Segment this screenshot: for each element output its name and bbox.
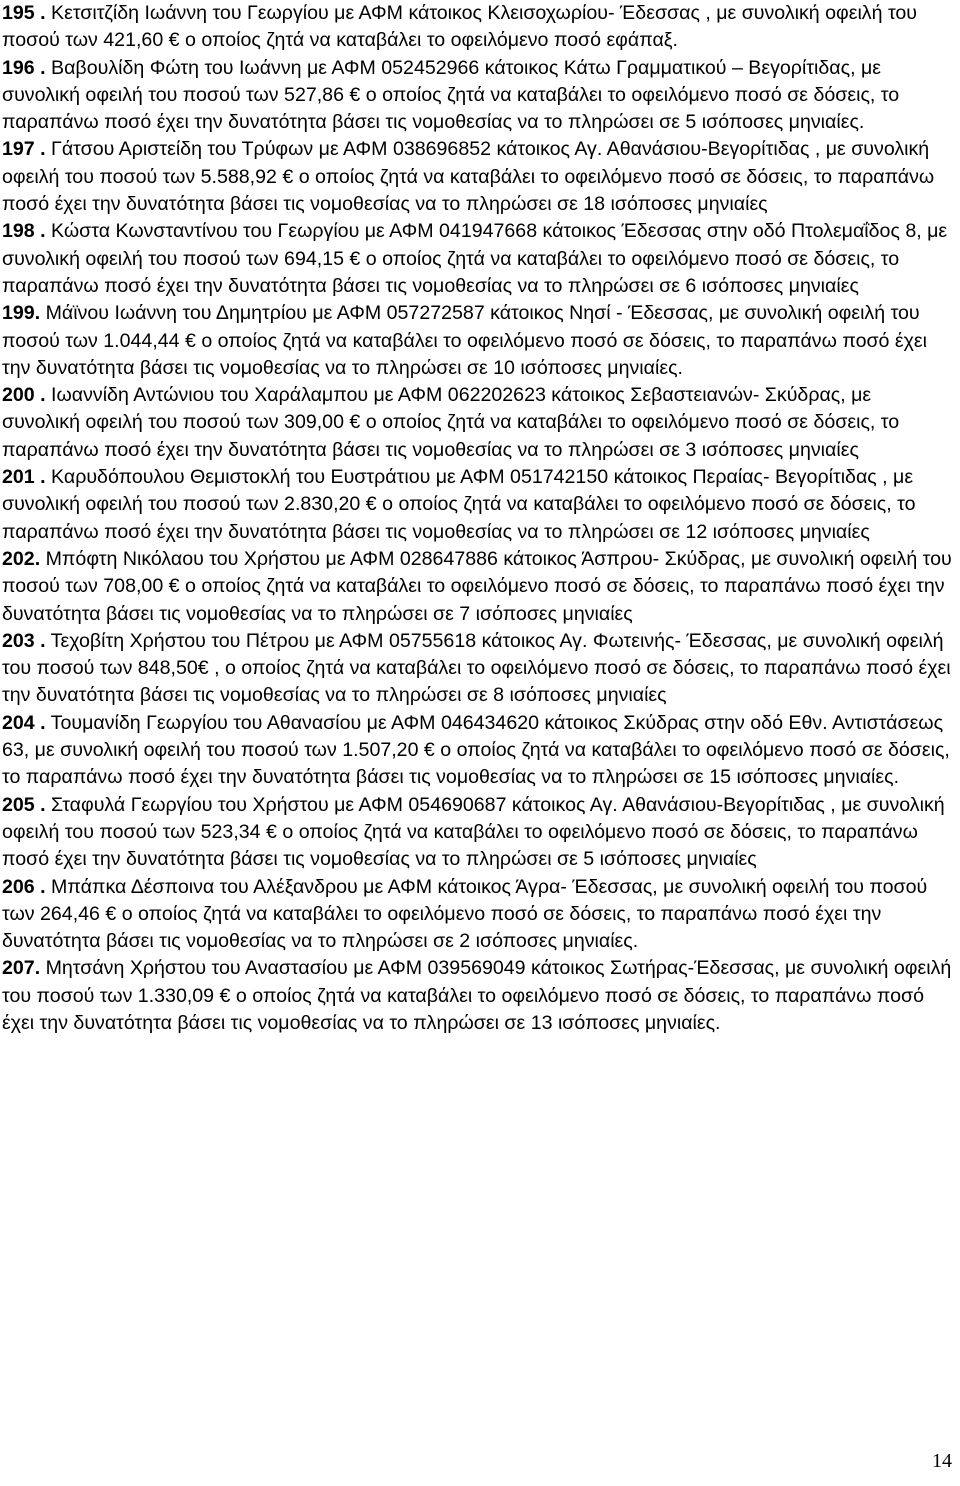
entry-number: 202. (2, 547, 41, 570)
entry-number: 203 . (2, 629, 46, 652)
entry-number: 197 . (2, 138, 46, 161)
page-number: 14 (932, 1450, 952, 1472)
entry-number: 195 . (2, 2, 46, 24)
entry-text: Τουμανίδη Γεωργίου του Αθανασίου με ΑΦΜ 046434620 κάτοικος Σκύδρας στην οδό Εθν. Αντιστάσεως 63, με συνολική οφειλή του ποσού των 1.507,20 € ο οποίος ζητά να καταβάλει το οφειλόμενο ποσό σε δόσεις, το παραπάνω ποσό έχει την δυνατότητα βάσει τις νομοθεσίας να το πληρώσει σε 15 ισόποσες μηνιαίες. (2, 711, 950, 789)
entry-199 (2, 300, 954, 382)
entry-207 (2, 955, 954, 1037)
entry-number: 204 . (2, 711, 46, 734)
entry-text: Κετσιτζίδη Ιωάννη του Γεωργίου με ΑΦΜ κάτοικος Κλεισοχωρίου- Έδεσσας , με συνολική οφειλή του ποσού των 421,60 € ο οποίος ζητά να καταβάλει το οφειλόμενο ποσό εφάπαξ. (2, 2, 918, 52)
entry-number: 207. (2, 957, 41, 980)
entry-number: 201 . (2, 466, 46, 489)
entry-number: 196 . (2, 56, 46, 79)
entry-text: Κώστα Κωνσταντίνου του Γεωργίου με ΑΦΜ 041947668 κάτοικος Έδεσσας στην οδό Πτολεμαΐδος 8, με συνολική οφειλή του ποσού των 694,15 € ο οποίος ζητά να καταβάλει το οφειλόμενο ποσό σε δόσεις, το παραπάνω ποσό έχει την δυνατότητα βάσει τις νομοθεσίας να το πληρώσει σε 6 ισόποσες μηνιαίες (2, 220, 948, 297)
entry-number: 205 . (2, 793, 46, 816)
entry-198 (2, 218, 954, 300)
entry-text: Μάϊνου Ιωάννη του Δημητρίου με ΑΦΜ 057272587 κάτοικος Νησί - Έδεσσας, με συνολική οφειλή του ποσού των 1.044,44 € ο οποίος ζητά να καταβάλει το οφειλόμενο ποσό σε δόσεις, το παραπάνω ποσό έχει την δυνατότητα βάσει τις νομοθεσίας να το πληρώσει σε 10 ισόποσες μηνιαίες. (2, 302, 928, 379)
entry-text: Σταφυλά Γεωργίου του Χρήστου με ΑΦΜ 054690687 κάτοικος Αγ. Αθανάσιου-Βεγορίτιδας , με συνολική οφειλή του ποσού των 523,34 € ο οποίος ζητά να καταβάλει το οφειλόμενο ποσό σε δόσεις, το παραπάνω ποσό έχει την δυνατότητα βάσει τις νομοθεσίας να το πληρώσει σε 5 ισόποσες μηνιαίες (2, 793, 945, 871)
entry-196 (2, 55, 954, 137)
entry-text: Γάτσου Αριστείδη του Τρύφων με ΑΦΜ 038696852 κάτοικος Αγ. Αθανάσιου-Βεγορίτιδας , με συνολική οφειλή του ποσού των 5.588,92 € ο οποίος ζητά να καταβάλει το οφειλόμενο ποσό σε δόσεις, το παραπάνω ποσό έχει την δυνατότητα βάσει τις νομοθεσίας να το πληρώσει σε 18 ισόποσες μηνιαίες (2, 138, 935, 216)
entry-202 (2, 546, 954, 628)
entry-text: Μπάπκα Δέσποινα του Αλέξανδρου με ΑΦΜ κάτοικος Άγρα- Έδεσσας, με συνολική οφειλή του ποσού των 264,46 € ο οποίος ζητά να καταβάλει το οφειλόμενο ποσό σε δόσεις, το παραπάνω ποσό έχει την δυνατότητα βάσει τις νομοθεσίας να το πληρώσει σε 2 ισόποσες μηνιαίες. (2, 875, 928, 953)
entry-206 (2, 874, 954, 956)
entry-203 (2, 628, 954, 710)
entry-text: Μπόφτη Νικόλαου του Χρήστου με ΑΦΜ 028647886 κάτοικος Άσπρου- Σκύδρας, με συνολική οφειλή του ποσού των 708,00 € ο οποίος ζητά να καταβάλει το οφειλόμενο ποσό σε δόσεις, το παραπάνω ποσό έχει την δυνατότητα βάσει τις νομοθεσίας να το πληρώσει σε 7 ισόποσες μηνιαίες (2, 547, 952, 625)
entry-text: Μητσάνη Χρήστου του Αναστασίου με ΑΦΜ 039569049 κάτοικος Σωτήρας-Έδεσσας, με συνολική οφειλή του ποσού των 1.330,09 € ο οποίος ζητά να καταβάλει το οφειλόμενο ποσό σε δόσεις, το παραπάνω ποσό έχει την δυνατότητα βάσει τις νομοθεσίας να το πληρώσει σε 13 ισόποσες μηνιαίες. (2, 957, 952, 1034)
entry-204 (2, 710, 954, 792)
entry-201 (2, 464, 954, 546)
entry-number: 206 . (2, 875, 46, 898)
entry-text: Ιωαννίδη Αντώνιου του Χαράλαμπου με ΑΦΜ 062202623 κάτοικος Σεβαστειανών- Σκύδρας, με συνολική οφειλή του ποσού των 309,00 € ο οποίος ζητά να καταβάλει το οφειλόμενο ποσό σε δόσεις, το παραπάνω ποσό έχει την δυνατότητα βάσει τις νομοθεσίας να το πληρώσει σε 3 ισόποσες μηνιαίες (2, 384, 900, 461)
entry-text: Τεχοβίτη Χρήστου του Πέτρου με ΑΦΜ 05755618 κάτοικος Αγ. Φωτεινής- Έδεσσας, με συνολική οφειλή του ποσού των 848,50€ , ο οποίος ζητά να καταβάλει το οφειλόμενο ποσό σε δόσεις, το παραπάνω ποσό έχει την δυνατότητα βάσει τις νομοθεσίας να το πληρώσει σε 8 ισόποσες μηνιαίες (2, 629, 951, 707)
entry-200 (2, 382, 954, 464)
entry-number: 198 . (2, 220, 46, 243)
entry-number: 200 . (2, 384, 46, 407)
entry-text: Καρυδόπουλου Θεμιστοκλή του Ευστράτιου με ΑΦΜ 051742150 κάτοικος Περαίας- Βεγορίτιδας , με συνολική οφειλή του ποσού των 2.830,20 € ο οποίος ζητά να καταβάλει το οφειλόμενο ποσό σε δόσεις, το παραπάνω ποσό έχει την δυνατότητα βάσει τις νομοθεσίας να το πληρώσει σε 12 ισόποσες μηνιαίες (2, 466, 916, 543)
entry-205 (2, 792, 954, 874)
entry-number: 199. (2, 302, 41, 325)
document-body (2, 0, 954, 1037)
entry-197 (2, 136, 954, 218)
entry-text: Βαβουλίδη Φώτη του Ιωάννη με ΑΦΜ 052452966 κάτοικος Κάτω Γραμματικού – Βεγορίτιδας, με συνολική οφειλή του ποσού των 527,86 € ο οποίος ζητά να καταβάλει το οφειλόμενο ποσό σε δόσεις, το παραπάνω ποσό έχει την δυνατότητα βάσει τις νομοθεσίας να το πληρώσει σε 5 ισόποσες μηνιαίες. (2, 56, 900, 134)
entry-195 (2, 0, 954, 55)
